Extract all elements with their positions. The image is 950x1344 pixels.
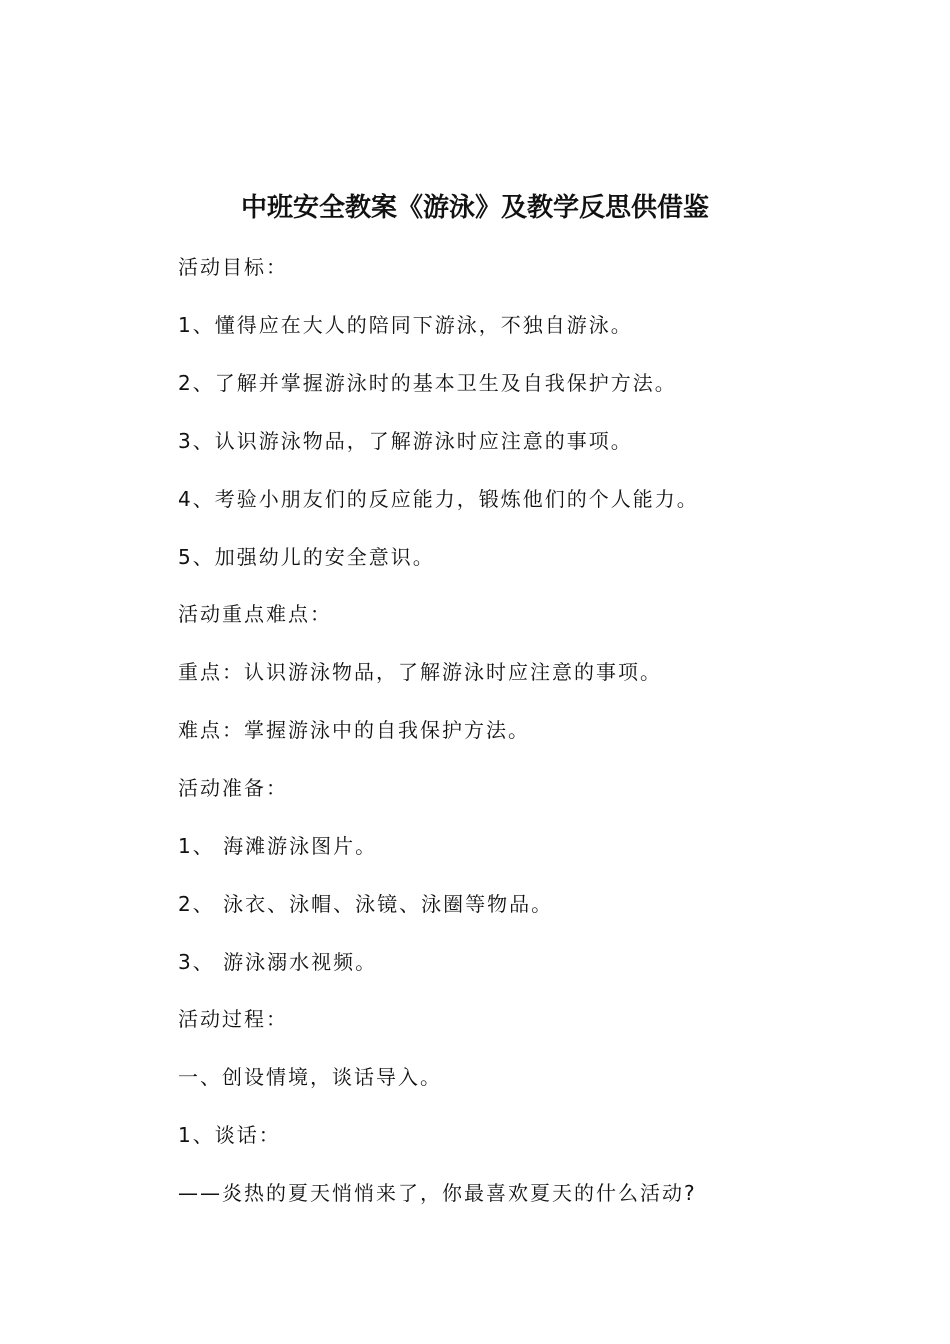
section-heading-preparation: 活动准备：	[178, 776, 288, 800]
paragraph-line: 1、懂得应在大人的陪同下游泳，不独自游泳。	[178, 313, 633, 337]
paragraph-line: 2、了解并掌握游泳时的基本卫生及自我保护方法。	[178, 371, 677, 395]
paragraph-line: 一、创设情境，谈话导入。	[178, 1065, 442, 1089]
paragraph-line: 5、加强幼儿的安全意识。	[178, 545, 435, 569]
document-title: 中班安全教案《游泳》及教学反思供借鉴	[240, 193, 709, 223]
paragraph-line: 4、考验小朋友们的反应能力，锻炼他们的个人能力。	[178, 487, 699, 511]
paragraph-line: ——炎热的夏天悄悄来了，你最喜欢夏天的什么活动?	[178, 1181, 697, 1205]
paragraph-line: 1、谈话：	[178, 1123, 281, 1147]
paragraph-line: 1、 海滩游泳图片。	[178, 834, 378, 858]
paragraph-line: 难点：掌握游泳中的自我保护方法。	[178, 718, 530, 742]
paragraph-line: 3、认识游泳物品，了解游泳时应注意的事项。	[178, 429, 633, 453]
section-heading-process: 活动过程：	[178, 1007, 288, 1031]
paragraph-line: 重点：认识游泳物品，了解游泳时应注意的事项。	[178, 660, 662, 684]
paragraph-line: 3、 游泳溺水视频。	[178, 950, 378, 974]
section-heading-key-points: 活动重点难点：	[178, 602, 332, 626]
paragraph-line: 2、 泳衣、泳帽、泳镜、泳圈等物品。	[178, 892, 554, 916]
section-heading-goals: 活动目标：	[178, 255, 288, 279]
